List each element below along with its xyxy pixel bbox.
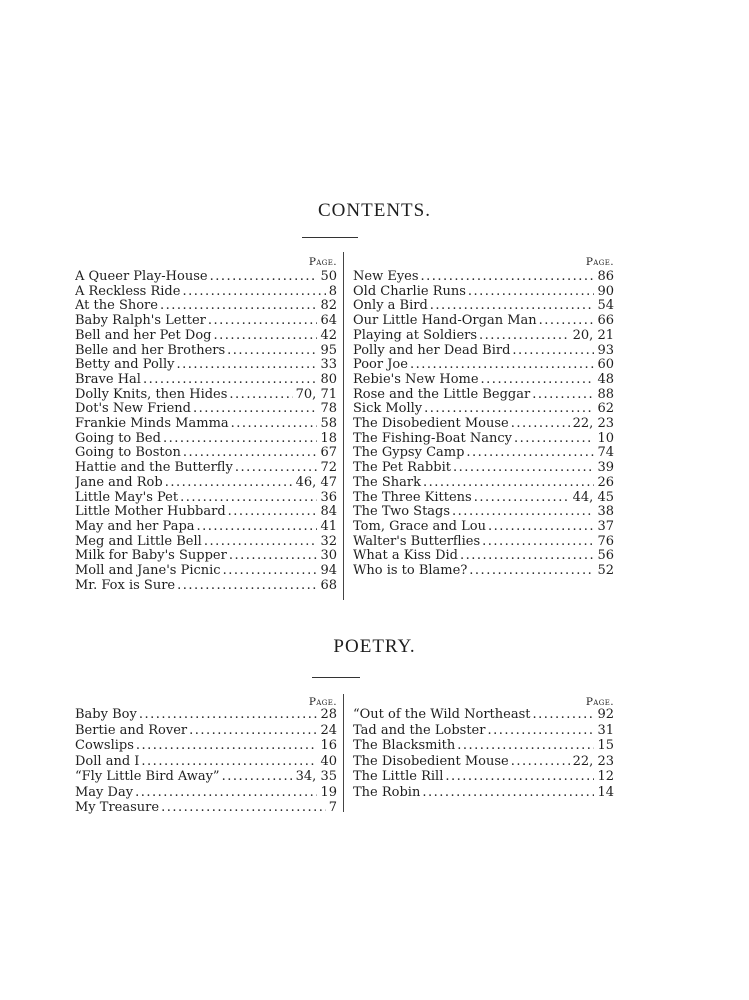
leader-dots bbox=[226, 504, 318, 520]
leader-dots bbox=[202, 534, 318, 550]
toc-entry bbox=[75, 785, 337, 801]
entry-title: Hattie and the Butterfly bbox=[75, 460, 233, 476]
toc-entry bbox=[75, 490, 337, 506]
leader-dots bbox=[480, 534, 594, 550]
entry-page-number: 80 bbox=[320, 371, 337, 387]
entry-title: Polly and her Dead Bird bbox=[353, 342, 511, 358]
toc-entry bbox=[353, 490, 614, 506]
entry-page-number: 84 bbox=[320, 504, 337, 520]
contents-heading: CONTENTS. bbox=[318, 200, 431, 221]
entry-page-number: 42 bbox=[320, 327, 337, 343]
leader-dots bbox=[419, 269, 595, 285]
entry-page-number: 92 bbox=[597, 707, 614, 722]
entry-page-number: 22, 23 bbox=[572, 753, 614, 769]
leader-dots bbox=[220, 769, 293, 785]
entry-title: Bertie and Rover bbox=[75, 722, 188, 738]
entry-page-number: 72 bbox=[320, 460, 337, 476]
entry-page-number: 76 bbox=[597, 533, 614, 549]
leader-dots bbox=[163, 475, 293, 491]
entry-page-number: 41 bbox=[320, 518, 337, 534]
entry-title: Sick Molly bbox=[353, 401, 423, 417]
leader-dots bbox=[139, 754, 317, 770]
toc-entry bbox=[353, 707, 614, 723]
leader-dots bbox=[227, 548, 318, 564]
entry-title: Old Charlie Runs bbox=[353, 283, 466, 299]
leader-dots bbox=[158, 298, 318, 314]
poetry-right-page-label: Page. bbox=[585, 696, 614, 708]
leader-dots bbox=[141, 372, 318, 388]
entry-title: Bell and her Pet Dog bbox=[75, 327, 212, 343]
entry-title: Cowslips bbox=[75, 738, 134, 753]
entry-title: The Fishing-Boat Nancy bbox=[353, 430, 512, 446]
entry-page-number: 56 bbox=[597, 548, 614, 564]
poetry-heading: POETRY. bbox=[333, 636, 416, 657]
entry-title: Little Mother Hubbard bbox=[75, 504, 226, 520]
toc-entry bbox=[353, 387, 614, 403]
toc-entry bbox=[75, 738, 337, 754]
leader-dots bbox=[208, 269, 318, 285]
toc-entry bbox=[75, 343, 337, 359]
entry-page-number: 86 bbox=[597, 269, 614, 284]
entry-page-number: 20, 21 bbox=[572, 327, 614, 343]
toc-entry bbox=[75, 372, 337, 388]
entry-page-number: 93 bbox=[597, 342, 614, 358]
entry-page-number: 78 bbox=[320, 401, 337, 417]
leader-dots bbox=[421, 475, 594, 491]
toc-entry bbox=[75, 284, 337, 300]
entry-title: Doll and I bbox=[75, 753, 140, 769]
entry-title: At the Shore bbox=[75, 298, 158, 314]
entry-page-number: 90 bbox=[597, 283, 614, 299]
entry-title: The Shark bbox=[353, 474, 421, 490]
entry-page-number: 31 bbox=[597, 722, 614, 738]
entry-page-number: 88 bbox=[597, 386, 614, 402]
toc-entry bbox=[353, 754, 614, 770]
leader-dots bbox=[443, 769, 594, 785]
entry-page-number: 60 bbox=[597, 357, 614, 373]
toc-entry bbox=[353, 769, 614, 785]
entry-page-number: 10 bbox=[597, 430, 614, 446]
toc-entry bbox=[353, 504, 614, 520]
toc-entry bbox=[75, 578, 337, 594]
leader-dots bbox=[233, 460, 318, 476]
toc-entry bbox=[353, 519, 614, 535]
toc-entry bbox=[353, 298, 614, 314]
entry-title: Betty and Polly bbox=[75, 357, 175, 373]
toc-entry bbox=[353, 284, 614, 300]
toc-entry bbox=[75, 504, 337, 520]
toc-entry bbox=[75, 754, 337, 770]
leader-dots bbox=[509, 416, 570, 432]
leader-dots bbox=[509, 754, 570, 770]
entry-title: Poor Joe bbox=[353, 357, 408, 373]
leader-dots bbox=[537, 313, 595, 329]
entry-title: The Disobedient Mouse bbox=[353, 416, 509, 431]
toc-entry bbox=[75, 460, 337, 476]
entry-page-number: 74 bbox=[597, 445, 614, 461]
leader-dots bbox=[512, 431, 595, 447]
leader-dots bbox=[450, 504, 594, 520]
entry-title: Mr. Fox is Sure bbox=[75, 577, 176, 593]
toc-entry bbox=[353, 357, 614, 373]
leader-dots bbox=[458, 548, 594, 564]
entry-page-number: 58 bbox=[320, 416, 337, 431]
poetry-column-divider bbox=[343, 694, 344, 812]
entry-page-number: 8 bbox=[328, 283, 337, 299]
contents-heading-rule bbox=[302, 237, 358, 238]
leader-dots bbox=[137, 707, 318, 723]
entry-page-number: 19 bbox=[320, 784, 337, 800]
leader-dots bbox=[161, 431, 318, 447]
entry-page-number: 26 bbox=[597, 474, 614, 490]
toc-entry bbox=[75, 416, 337, 432]
poetry-left-column bbox=[75, 696, 337, 816]
leader-dots bbox=[408, 357, 595, 373]
leader-dots bbox=[178, 490, 317, 506]
leader-dots bbox=[422, 401, 594, 417]
entry-title: Dot's New Friend bbox=[75, 401, 191, 417]
leader-dots bbox=[134, 738, 318, 754]
toc-entry bbox=[75, 548, 337, 564]
toc-entry bbox=[353, 401, 614, 417]
leader-dots bbox=[175, 578, 317, 594]
entry-page-number: 39 bbox=[597, 460, 614, 476]
entry-title: Playing at Soldiers bbox=[353, 327, 478, 343]
entry-title: Dolly Knits, then Hides bbox=[75, 386, 228, 402]
contents-left-column bbox=[75, 256, 337, 601]
toc-entry bbox=[353, 723, 614, 739]
entry-page-number: 14 bbox=[597, 784, 614, 800]
entry-page-number: 68 bbox=[320, 577, 337, 593]
entry-page-number: 18 bbox=[320, 430, 337, 446]
entry-page-number: 38 bbox=[597, 504, 614, 520]
leader-dots bbox=[485, 723, 594, 739]
entry-title: Who is to Blame? bbox=[353, 563, 468, 578]
leader-dots bbox=[428, 298, 595, 314]
entry-page-number: 36 bbox=[320, 489, 337, 505]
entry-title: Jane and Rob bbox=[75, 474, 163, 490]
leader-dots bbox=[464, 445, 594, 461]
leader-dots bbox=[530, 707, 594, 723]
entry-title: Brave Hal bbox=[75, 371, 141, 387]
leader-dots bbox=[187, 723, 317, 739]
leader-dots bbox=[211, 328, 317, 344]
entry-title: Meg and Little Bell bbox=[75, 533, 202, 549]
toc-entry bbox=[75, 269, 337, 285]
entry-title: The Three Kittens bbox=[353, 489, 472, 505]
entry-title: Going to Bed bbox=[75, 430, 161, 446]
entry-page-number: 7 bbox=[328, 800, 337, 815]
toc-entry bbox=[75, 313, 337, 329]
entry-title: Tad and the Lobster bbox=[353, 722, 486, 738]
toc-entry bbox=[75, 401, 337, 417]
toc-entry bbox=[353, 738, 614, 754]
entry-title: Moll and Jane's Picnic bbox=[75, 563, 221, 578]
entry-page-number: 54 bbox=[597, 298, 614, 314]
toc-entry bbox=[353, 416, 614, 432]
toc-entry bbox=[75, 563, 337, 579]
leader-dots bbox=[479, 372, 595, 388]
toc-entry bbox=[75, 769, 337, 785]
entry-page-number: 24 bbox=[320, 722, 337, 738]
entry-page-number: 34, 35 bbox=[295, 769, 337, 784]
entry-title: Little May's Pet bbox=[75, 489, 179, 505]
entry-title: The Disobedient Mouse bbox=[353, 753, 509, 769]
toc-entry bbox=[75, 534, 337, 550]
poetry-heading-rule bbox=[312, 677, 360, 678]
entry-title: Tom, Grace and Lou bbox=[353, 518, 486, 534]
leader-dots bbox=[206, 313, 318, 329]
entry-page-number: 15 bbox=[597, 738, 614, 753]
toc-entry bbox=[75, 431, 337, 447]
toc-entry bbox=[75, 475, 337, 491]
entry-page-number: 62 bbox=[597, 401, 614, 417]
entry-title: The Blacksmith bbox=[353, 738, 456, 753]
entry-title: Belle and her Brothers bbox=[75, 342, 226, 358]
entry-page-number: 52 bbox=[597, 563, 614, 578]
entry-page-number: 37 bbox=[597, 518, 614, 534]
leader-dots bbox=[221, 563, 318, 579]
entry-page-number: 16 bbox=[320, 738, 337, 753]
toc-entry bbox=[353, 475, 614, 491]
entry-page-number: 94 bbox=[320, 563, 337, 578]
entry-page-number: 64 bbox=[320, 313, 337, 329]
entry-title: “Fly Little Bird Away” bbox=[75, 769, 220, 784]
leader-dots bbox=[180, 284, 325, 300]
toc-entry bbox=[353, 460, 614, 476]
leader-dots bbox=[472, 490, 570, 506]
leader-dots bbox=[159, 800, 326, 816]
toc-entry bbox=[75, 707, 337, 723]
entry-title: My Treasure bbox=[75, 800, 160, 815]
entry-title: The Robin bbox=[353, 784, 421, 800]
entry-title: The Gypsy Camp bbox=[353, 445, 465, 461]
leader-dots bbox=[225, 343, 317, 359]
entry-title: The Pet Rabbit bbox=[353, 460, 451, 476]
leader-dots bbox=[174, 357, 317, 373]
entry-title: May and her Papa bbox=[75, 518, 195, 534]
entry-page-number: 28 bbox=[320, 707, 337, 722]
entry-page-number: 67 bbox=[320, 445, 337, 461]
toc-entry bbox=[75, 387, 337, 403]
entry-title: “Out of the Wild Northeast bbox=[353, 707, 531, 722]
entry-page-number: 82 bbox=[320, 298, 337, 314]
entry-title: New Eyes bbox=[353, 269, 419, 284]
toc-entry bbox=[353, 431, 614, 447]
entry-title: A Reckless Ride bbox=[75, 283, 181, 299]
entry-title: Rebie's New Home bbox=[353, 371, 479, 387]
leader-dots bbox=[467, 563, 594, 579]
toc-entry bbox=[353, 372, 614, 388]
leader-dots bbox=[133, 785, 317, 801]
entry-title: A Queer Play-House bbox=[75, 269, 208, 284]
toc-entry bbox=[75, 519, 337, 535]
leader-dots bbox=[530, 387, 594, 403]
entry-page-number: 46, 47 bbox=[295, 474, 337, 490]
toc-entry bbox=[353, 269, 614, 285]
leader-dots bbox=[195, 519, 318, 535]
toc-entry bbox=[75, 800, 337, 816]
entry-title: The Two Stags bbox=[353, 504, 451, 520]
poetry-right-column bbox=[353, 696, 614, 816]
entry-page-number: 95 bbox=[320, 342, 337, 358]
contents-right-page-label: Page. bbox=[585, 256, 614, 268]
contents-right-column bbox=[353, 256, 614, 601]
toc-entry bbox=[75, 445, 337, 461]
leader-dots bbox=[227, 387, 292, 403]
leader-dots bbox=[510, 343, 594, 359]
leader-dots bbox=[420, 785, 594, 801]
leader-dots bbox=[451, 460, 595, 476]
toc-entry bbox=[353, 534, 614, 550]
toc-entry bbox=[353, 548, 614, 564]
toc-entry bbox=[75, 298, 337, 314]
leader-dots bbox=[486, 519, 595, 535]
leader-dots bbox=[191, 401, 317, 417]
entry-page-number: 33 bbox=[320, 357, 337, 373]
entry-page-number: 50 bbox=[320, 269, 337, 284]
contents-column-divider bbox=[343, 252, 344, 600]
entry-title: Milk for Baby's Supper bbox=[75, 548, 227, 564]
toc-entry bbox=[353, 445, 614, 461]
entry-title: What a Kiss Did bbox=[353, 548, 458, 564]
entry-page-number: 48 bbox=[597, 371, 614, 387]
toc-entry bbox=[75, 357, 337, 373]
leader-dots bbox=[455, 738, 594, 754]
poetry-left-page-label: Page. bbox=[308, 696, 337, 708]
toc-entry bbox=[353, 785, 614, 801]
entry-title: May Day bbox=[75, 784, 134, 800]
entry-title: Rose and the Little Beggar bbox=[353, 386, 531, 402]
toc-entry bbox=[75, 328, 337, 344]
toc-entry bbox=[353, 313, 614, 329]
entry-page-number: 44, 45 bbox=[572, 489, 614, 505]
entry-title: Walter's Butterflies bbox=[353, 533, 481, 549]
entry-page-number: 30 bbox=[320, 548, 337, 564]
entry-title: Only a Bird bbox=[353, 298, 428, 314]
entry-page-number: 22, 23 bbox=[572, 416, 614, 431]
contents-left-page-label: Page. bbox=[308, 256, 337, 268]
leader-dots bbox=[181, 445, 318, 461]
leader-dots bbox=[466, 284, 595, 300]
toc-entry bbox=[75, 723, 337, 739]
entry-title: Baby Ralph's Letter bbox=[75, 313, 206, 329]
entry-title: Baby Boy bbox=[75, 707, 137, 722]
entry-page-number: 32 bbox=[320, 533, 337, 549]
entry-page-number: 66 bbox=[597, 313, 614, 329]
toc-entry bbox=[353, 343, 614, 359]
entry-page-number: 40 bbox=[320, 753, 337, 769]
toc-entry bbox=[353, 328, 614, 344]
toc-entry bbox=[353, 563, 614, 579]
entry-page-number: 12 bbox=[597, 769, 614, 784]
entry-page-number: 70, 71 bbox=[295, 386, 337, 402]
entry-title: Our Little Hand-Organ Man bbox=[353, 313, 537, 329]
entry-title: The Little Rill bbox=[353, 769, 444, 784]
entry-title: Frankie Minds Mamma bbox=[75, 416, 229, 431]
entry-title: Going to Boston bbox=[75, 445, 181, 461]
leader-dots bbox=[229, 416, 318, 432]
leader-dots bbox=[477, 328, 570, 344]
